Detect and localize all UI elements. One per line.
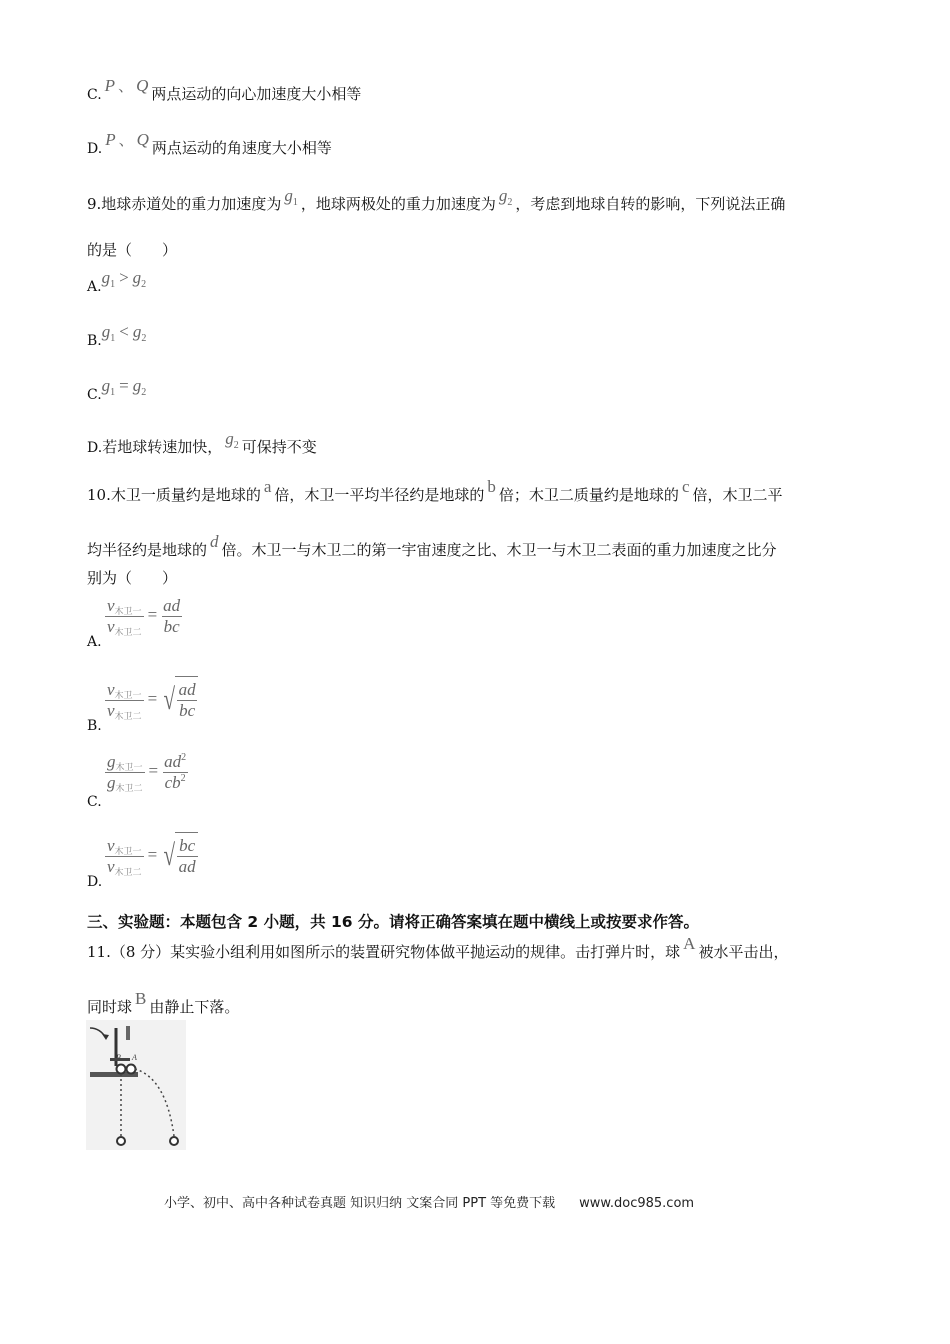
stem-text: 由静止下落。	[149, 998, 240, 1016]
option-formula: $g_1 = g_2$	[101, 376, 147, 398]
stem-text: 被水平击出，	[698, 943, 789, 961]
q9-option-c	[87, 376, 147, 407]
option-label: B.	[87, 718, 102, 734]
label-b: B	[116, 1053, 121, 1062]
operator: =	[119, 376, 129, 395]
q9-stem	[87, 186, 786, 217]
ball-b-start	[117, 1065, 126, 1074]
q9-option-d	[87, 429, 317, 460]
stem-text: 11.（8 分）某实验小组利用如图所示的装置研究物体做平抛运动的规律。击打弹片时，球	[87, 943, 681, 961]
spring-plate	[126, 1026, 130, 1040]
option-label: C.	[87, 387, 102, 403]
label-a: A	[132, 1053, 137, 1062]
figure-background	[86, 1020, 186, 1150]
option-formula: $\frac{\text{v木卫一}}{\text{v木卫二}}$ = √ $\frac{ad}{bc}$	[105, 676, 198, 724]
option-label: A.	[87, 634, 102, 650]
option-label: C.	[87, 794, 102, 810]
stem-text: 倍，木卫一平均半径约是地球的	[274, 486, 485, 504]
option-label: D.	[87, 440, 103, 456]
stem-text: 倍，木卫二平	[692, 486, 783, 504]
var-ball-b: B	[135, 989, 147, 1008]
q9-stem-line2: 的是（ ）	[87, 241, 178, 259]
section-heading: 三、实验题：本题包含 2 小题，共 16 分。请将正确答案填在题中横线上或按要求作答。	[87, 913, 699, 931]
q10-stem-line2	[87, 532, 777, 560]
var-b: b	[487, 477, 496, 496]
var-g1: $g_1$	[284, 186, 298, 208]
option-formula: $\frac{\text{g木卫一}}{\text{g木卫二}}$ = $\frac{ad^2}{cb^2}$	[107, 752, 187, 794]
operator: >	[119, 268, 129, 287]
separator: 、	[118, 77, 134, 95]
option-formula: $g_1 > g_2$	[101, 268, 147, 290]
stem-text: 9.地球赤道处的重力加速度为	[87, 195, 282, 213]
stem-text: 均半径约是地球的	[87, 541, 208, 559]
var-g2: $g_2$	[225, 429, 239, 451]
option-label: D.	[87, 874, 103, 890]
projectile-apparatus-figure	[86, 1020, 186, 1150]
option-text: 两点运动的向心加速度大小相等	[151, 85, 362, 103]
q10-stem	[87, 477, 783, 505]
option-label: C.	[87, 87, 102, 103]
option-formula: $\frac{\text{v木卫一}}{\text{v木卫二}}$ = $\frac{ad}{bc}$	[107, 596, 181, 638]
ball-a-end	[170, 1137, 178, 1145]
footer-url[interactable]: www.doc985.com	[579, 1196, 695, 1211]
ball-a-start	[127, 1065, 136, 1074]
option-label: D.	[87, 141, 103, 157]
q11-stem-line2	[87, 989, 240, 1017]
var-p: P	[105, 130, 116, 149]
footer	[164, 1192, 694, 1211]
q8-option-c	[87, 76, 362, 105]
ball-b-end	[117, 1137, 125, 1145]
stem-text: 同时球	[87, 998, 133, 1016]
q9-option-a	[87, 268, 147, 299]
option-text: 若地球转速加快，	[102, 438, 223, 456]
var-d: d	[210, 532, 219, 551]
stem-text: ，地球两极处的重力加速度为	[300, 195, 496, 213]
footer-text: 小学、初中、高中各种试卷真题 知识归纳 文案合同 PPT 等免费下载	[164, 1196, 556, 1211]
operator: <	[119, 322, 129, 341]
option-label: B.	[87, 333, 102, 349]
q11-stem	[87, 934, 789, 962]
option-formula: $g_1 < g_2$	[101, 322, 147, 344]
var-g2: $g_2$	[498, 186, 513, 208]
q10-stem-line3: 别为（ ）	[87, 569, 178, 587]
var-q: Q	[136, 130, 149, 149]
stem-text: 倍。木卫一与木卫二的第一宇宙速度之比、木卫一与木卫二表面的重力加速度之比分	[221, 541, 777, 559]
var-p: P	[104, 76, 116, 95]
option-text: 两点运动的角速度大小相等	[151, 139, 332, 157]
var-q: Q	[136, 76, 149, 95]
option-label: A.	[87, 279, 102, 295]
var-a: a	[263, 477, 272, 496]
option-formula: $\frac{\text{v木卫一}}{\text{v木卫二}}$ = √ $\frac{bc}{ad}$	[105, 832, 198, 880]
option-text: 可保持不变	[241, 438, 317, 456]
q8-option-d	[87, 130, 332, 159]
stem-text: 10.木卫一质量约是地球的	[87, 486, 261, 504]
var-ball-a: A	[683, 934, 696, 953]
var-c: c	[681, 477, 690, 496]
separator: 、	[118, 131, 134, 149]
q9-option-b	[87, 322, 147, 353]
stem-text: 倍；木卫二质量约是地球的	[498, 486, 679, 504]
stem-text: ，考虑到地球自转的影响，下列说法正确	[515, 195, 786, 213]
